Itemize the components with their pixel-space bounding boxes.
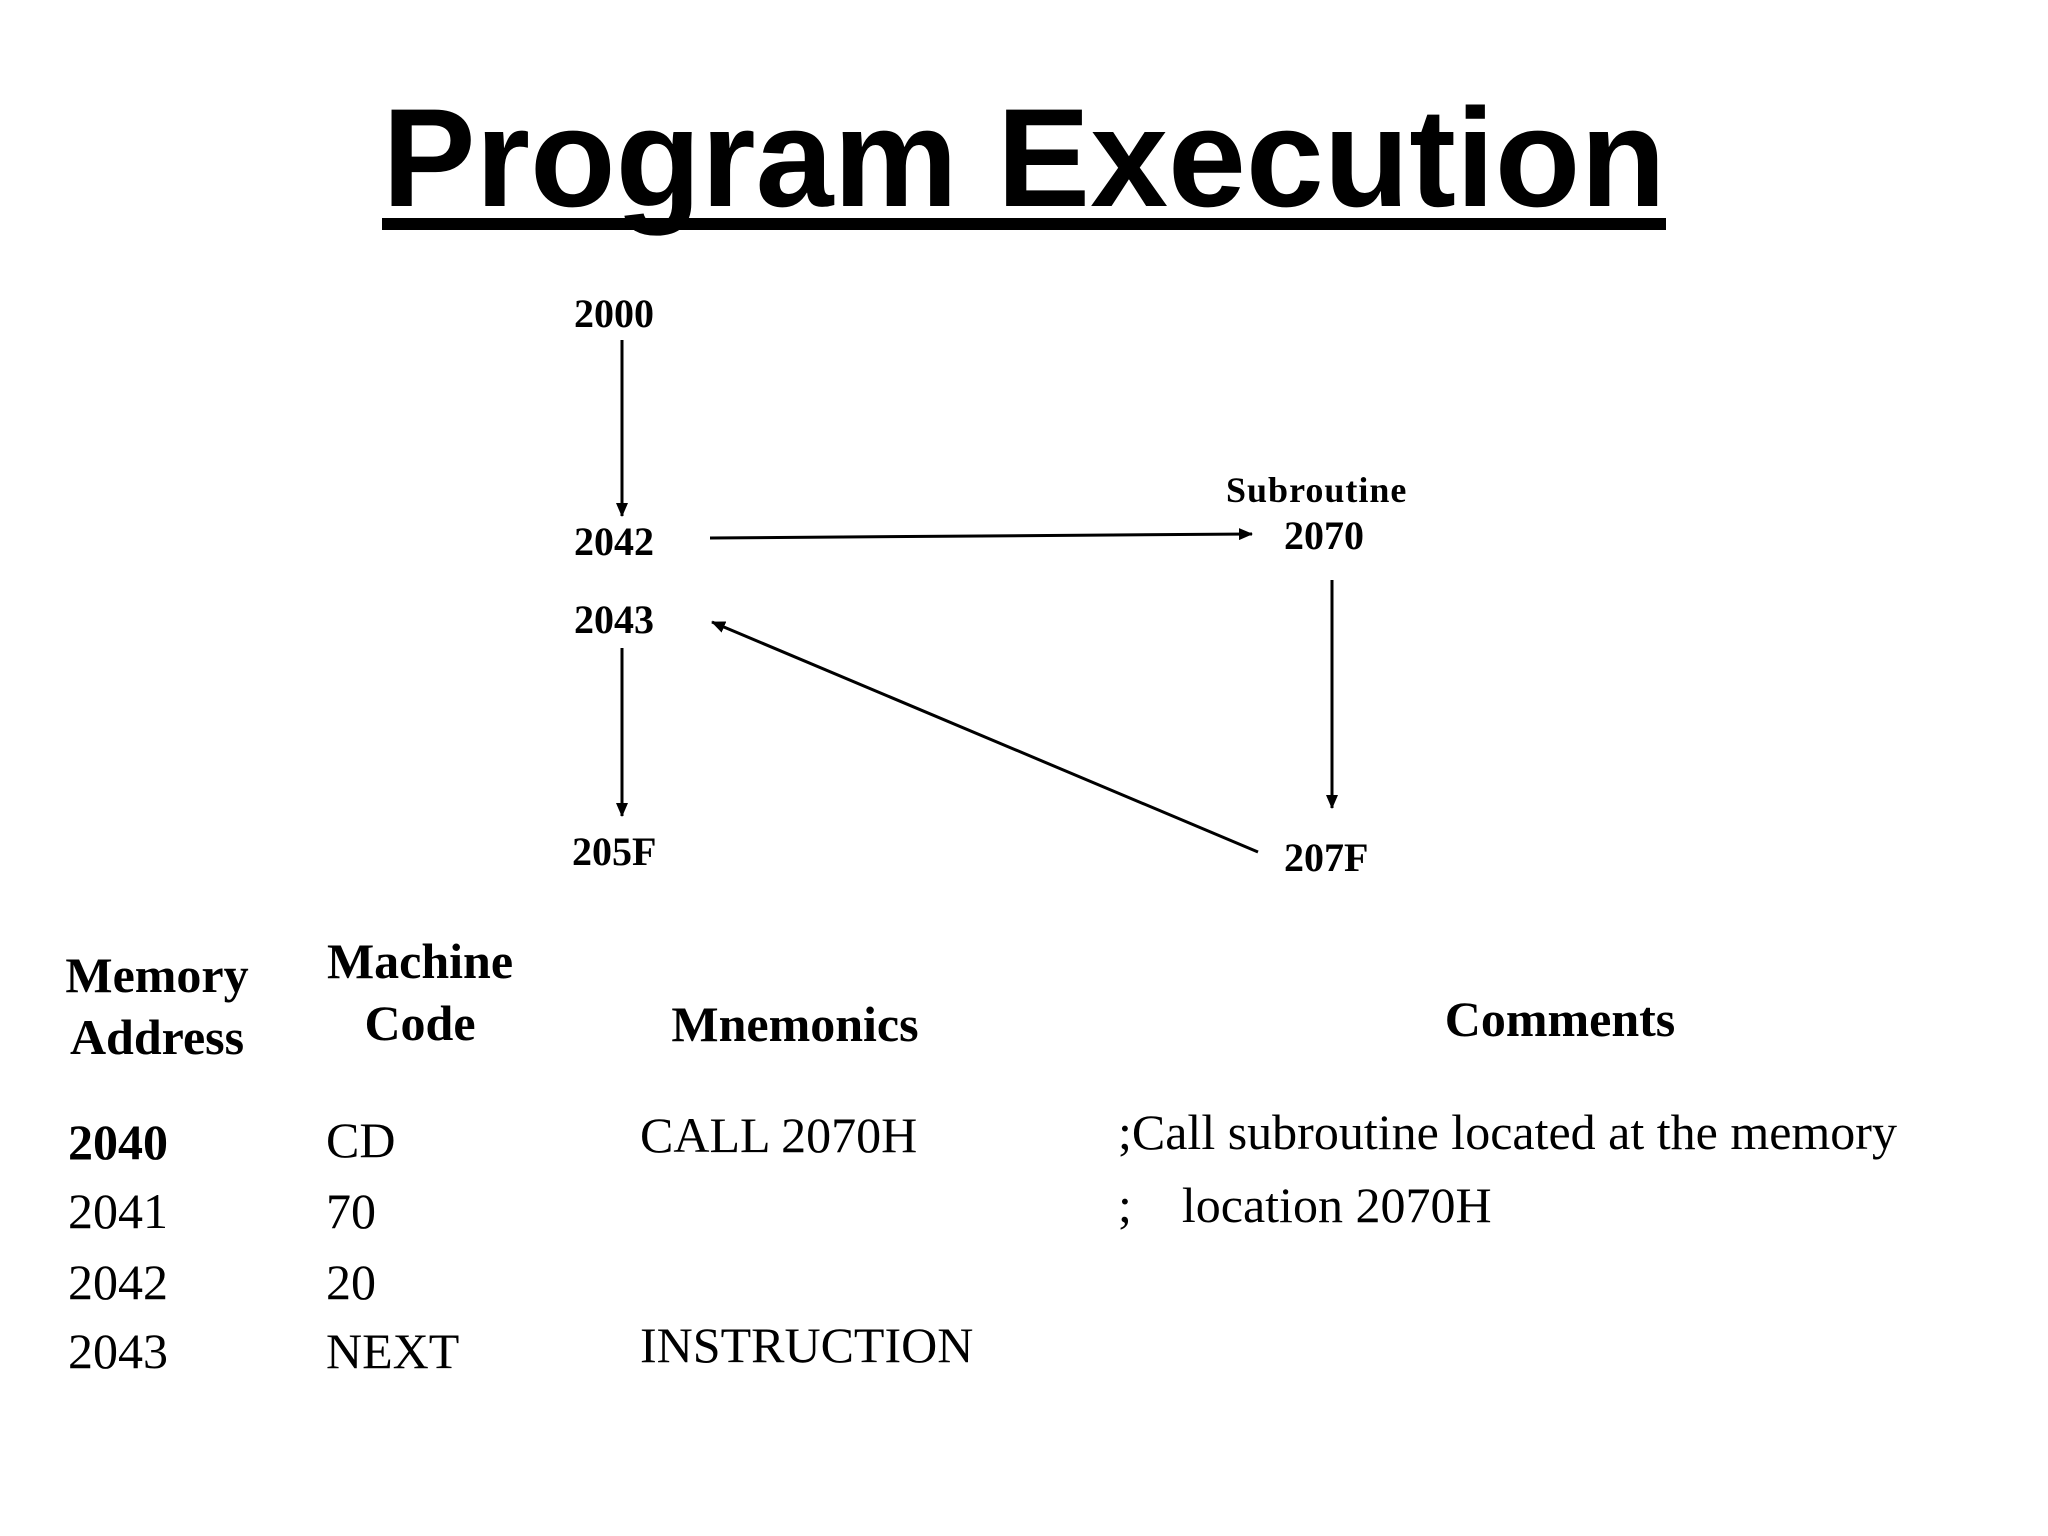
row3-code: 20 (326, 1254, 376, 1310)
node-2043: 2043 (574, 597, 654, 642)
header-memory-line2: Address (69, 1009, 245, 1065)
row4-address: 2043 (68, 1323, 168, 1379)
row1-comment: ;Call subroutine located at the memory (1118, 1104, 1897, 1160)
header-mnemonics: Mnemonics (671, 996, 919, 1052)
header-machine-line1: Machine (326, 933, 514, 989)
subroutine-label: Subroutine (1226, 470, 1408, 510)
node-2042: 2042 (574, 519, 654, 564)
row1-address: 2040 (68, 1114, 168, 1170)
arrow-return-to-2043 (712, 622, 1258, 852)
header-comments: Comments (1444, 991, 1676, 1047)
row2-code: 70 (326, 1183, 376, 1239)
row2-comment: ; location 2070H (1118, 1177, 1492, 1233)
node-2070: 2070 (1284, 513, 1364, 558)
header-machine-code (300, 930, 540, 1054)
row1-code: CD (326, 1112, 396, 1168)
row2-address: 2041 (68, 1183, 168, 1239)
row3-address: 2042 (68, 1254, 168, 1310)
node-205f: 205F (572, 829, 657, 874)
header-memory-address (42, 944, 272, 1068)
header-machine-line2: Code (364, 995, 476, 1051)
node-207f: 207F (1284, 835, 1369, 880)
node-2000: 2000 (574, 291, 654, 336)
header-memory-line1: Memory (65, 947, 249, 1003)
arrow-call-to-subroutine (710, 534, 1252, 538)
row4-mnemonic: INSTRUCTION (640, 1317, 974, 1373)
row4-code: NEXT (326, 1323, 460, 1379)
row1-mnemonic: CALL 2070H (640, 1107, 918, 1163)
slide-title-text: Program Execution (382, 79, 1666, 236)
